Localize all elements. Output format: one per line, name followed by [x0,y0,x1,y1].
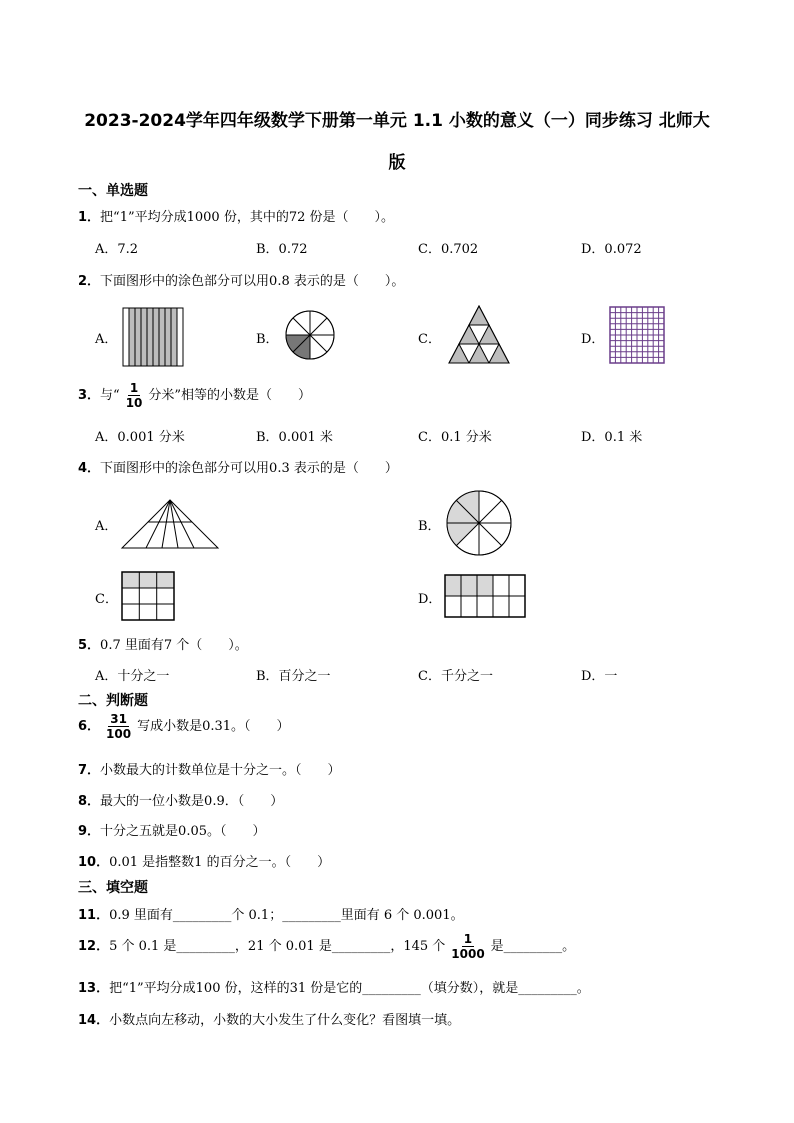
page-title: 2023-2024学年四年级数学下册第一单元 1.1 小数的意义（一）同步练习 北师大 [84,111,710,131]
question-number: 10． [78,855,110,870]
question-8 [78,790,283,809]
three-by-three-grid-figure[interactable] [120,570,176,622]
question-text: 小数点向左移动，小数的大小发生了什么变化？看图填一填。 [109,1013,461,1028]
circle-figure[interactable] [444,489,514,557]
fraction-denominator: 1000 [451,947,485,961]
fraction [124,381,145,410]
option-a[interactable]: A．0.001 分米 [95,430,185,445]
option-d[interactable]: D．0.1 米 [581,430,643,445]
question-number: 13． [78,981,110,996]
striped-rectangle-figure[interactable] [122,307,184,367]
fraction-denominator: 100 [106,727,132,741]
question-number: 6． [78,719,101,734]
option-c[interactable]: C． [418,332,441,347]
question-13 [78,977,590,996]
question-number: 2． [78,274,101,289]
fraction-denominator: 10 [125,396,143,410]
question-7 [78,759,341,778]
question-4 [78,457,398,476]
question-text-post: 写成小数是0.31。（ ） [137,719,290,734]
fraction-numerator: 1 [463,932,473,946]
question-10 [78,851,330,870]
question-3 [78,381,311,410]
hundred-grid-figure[interactable] [608,305,666,365]
question-1 [78,206,394,225]
question-12 [78,932,575,961]
question-text: 最大的一位小数是0.9．（ ） [100,794,284,809]
option-d[interactable]: D． [418,592,442,607]
question-number: 11． [78,908,110,923]
question-text: 下面图形中的涂色部分可以用0.8 表示的是（ ）。 [100,274,405,289]
question-text: 下面图形中的涂色部分可以用0.3 表示的是（ ） [100,461,398,476]
option-a[interactable]: A． [95,332,118,347]
question-text-post: 分米”相等的小数是（ ） [148,388,312,403]
option-d[interactable]: D．一 [581,669,618,684]
option-b[interactable]: B．0.001 米 [256,430,333,445]
option-c[interactable]: C． [95,592,118,607]
circle-figure[interactable] [284,309,336,361]
section-heading-fill-blank: 三、填空题 [78,880,148,896]
triangle-grid-figure[interactable] [448,304,510,366]
question-number: 14． [78,1013,110,1028]
section-heading-true-false: 二、判断题 [78,693,148,709]
question-text-pre: 与“ [100,388,120,403]
question-number: 8． [78,794,101,809]
option-d[interactable]: D． [581,332,605,347]
fraction [104,712,133,741]
question-6 [78,712,290,741]
question-text: 小数最大的计数单位是十分之一。（ ） [100,763,341,778]
option-c[interactable]: C．千分之一 [418,669,493,684]
question-text: 0.01 是指整数1 的百分之一。（ ） [109,855,331,870]
question-number: 5． [78,638,101,653]
option-c[interactable]: C．0.1 分米 [418,430,492,445]
option-a[interactable]: A． [95,519,118,534]
question-number: 9． [78,824,101,839]
two-by-five-grid-figure[interactable] [443,573,527,619]
option-a[interactable]: A．7.2 [95,242,139,257]
question-number: 4． [78,461,101,476]
question-text: 把“1”平均分成100 份，这样的31 份是它的_________（填分数），就是_________。 [109,981,590,996]
question-number: 3． [78,388,101,403]
option-b[interactable]: B．0.72 [256,242,308,257]
option-b[interactable]: B．百分之一 [256,669,331,684]
question-number: 7． [78,763,101,778]
option-b[interactable]: B． [418,519,441,534]
question-text: 0.7 里面有7 个（ ）。 [100,638,248,653]
option-a[interactable]: A．十分之一 [95,669,170,684]
question-number: 12． [78,939,110,954]
fraction-numerator: 1 [129,381,139,395]
option-d[interactable]: D．0.072 [581,242,642,257]
question-14 [78,1009,460,1028]
option-c[interactable]: C．0.702 [418,242,479,257]
fraction [449,932,486,961]
question-text: 0.9 里面有_________个 0.1；_________里面有 6 个 0.001。 [109,908,464,923]
question-text: 把“1”平均分成1000 份，其中的72 份是（ ）。 [100,210,395,225]
fraction-numerator: 31 [110,712,127,726]
option-b[interactable]: B． [256,332,279,347]
triangle-fan-figure[interactable] [120,498,220,550]
question-number: 1． [78,210,101,225]
section-heading-single-choice: 一、单选题 [78,183,148,199]
question-11 [78,904,464,923]
question-text: 十分之五就是0.05。（ ） [100,824,266,839]
question-2 [78,270,404,289]
question-9 [78,820,266,839]
page-title-cont: 版 [388,153,406,173]
question-5 [78,634,248,653]
question-text-pre: 5 个 0.1 是_________，21 个 0.01 是_________，145 个 [109,939,446,954]
question-text-post: 是_________。 [490,939,576,954]
